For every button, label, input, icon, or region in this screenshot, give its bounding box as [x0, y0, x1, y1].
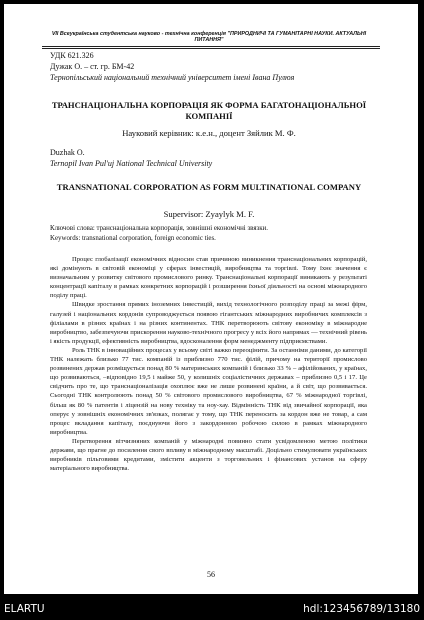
keywords-ua: Ключові слова: транснаціональна корпорація, зовнішні економічні звязки. [50, 225, 268, 232]
header-rule-bottom [42, 48, 380, 49]
paragraph: Процес глобалізації економічних відносин став причиною виникнення транснаціональних корпорацій, які домінують в світовій економіці у сферах інвестицій, виробництва та торгівлі. Тому їхнє значення є визначальним у розвитку світового промислового ринку. Транснаціональні корпорації виникають у результаті концентрації капіталу в рамках конкретних корпорацій і розширення їхньої діяльності на основі міжнародного поділу праці. [50, 256, 367, 300]
supervisor-ua: Науковий керівник: к.е.н., доцент Зяйлик М. Ф. [122, 128, 296, 138]
paragraph: Перетворення вітчизняних компаній у міжнародні повинно стати усвідомленою метою політики держави, що прагне до посилення свого впливу в міжнародному масштабі. Доцільно стимулювати українських виробників пільговими кредитами, змістити акценти з торговельних і фінансових установ на сферу матеріального виробництва. [50, 437, 367, 473]
paragraph: Роль ТНК в інноваційних процесах у всьому світі важко переоцінити. За останніми даними, до категорії ТНК належать близько 77 тис. компаній із приблизно 770 тис. філій, причому на території промислово розвинених держав розміщується понад 80 % материнських компаній і близько 33 % – афілійованих, у країнах, що розвиваються, –відповідно 19,5 і майже 50, у колишніх соціалістичних державах – приблизно 0,5 і 17. Це свідчить про те, що транснаціоналізація охоплює вже не лише розвинені країни, а й світ, що розвивається. Сьогодні ТНК контролюють понад 50 % світового промислового виробництва, 67 % міжнародної торгівлі, більш як 80 % патентів і ліцензій на нову техніку та ноу-хау. Відмінність ТНК від звичайної корпорації, яка оперує у зовнішніх економічних зв'язках, полягає у тому, що ТНК переносить за кордон вже не товар, а сам процес вкладання капіталу, поєднуючи його з закордонною робочою силою в рамках міжнародного виробництва. [50, 346, 367, 436]
institution-en: Ternopil Ivan Pul'uj National Technical University [50, 159, 213, 168]
header-rule-top [42, 46, 380, 47]
title-en: TRANSNATIONAL CORPORATION AS FORM MULTINATIONAL COMPANY [56, 182, 362, 192]
paragraph: Швидке зростання прямих іноземних інвестицій, вихід технологічного розподілу праці за межі фірм, галузей і національних кордонів супроводжується появою гігантських міжнародних виробничих комплексів з філіалами в різних країнах і на різних континентах. ТНК перетворюють світову економіку в міжнародне виробництво, забезпечуючи прискорення науково-технічного прогресу у всіх його напрямах — технічний рівень і якість продукції, ефективність виробництва, вдосконалення форм менеджменту підприємствами. [50, 301, 367, 345]
handle-label: hdl:123456789/13180 [303, 603, 420, 615]
author-ua: Дужак О. – ст. гр. БМ-42 [50, 62, 135, 71]
document-page [4, 4, 418, 594]
repository-label: ELARTU [4, 603, 45, 615]
title-ua: ТРАНСНАЦІОНАЛЬНА КОРПОРАЦІЯ ЯК ФОРМА БАГАТОНАЦІОНАЛЬНОЇ КОМПАНІЇ [51, 100, 367, 121]
supervisor-en: Supervisor: Zyaylyk M. F. [163, 209, 255, 219]
keywords-en: Keywords: transnational corporation, foreign economic ties. [50, 235, 216, 242]
page-number: 56 [207, 570, 215, 579]
article-body [50, 255, 367, 473]
conference-header: VII Всеукраїнська студентська науково - технічна конференція "ПРИРОДНИЧІ ТА ГУМАНІТАРНІ НАУКИ. АКТУАЛЬНІ ПИТАННЯ" [51, 31, 367, 43]
institution-ua: Тернопільський національний технічний університет імені Івана Пулюя [50, 73, 295, 82]
udc-code: УДК 621.326 [50, 51, 94, 60]
author-en: Duzhak O. [50, 148, 85, 157]
